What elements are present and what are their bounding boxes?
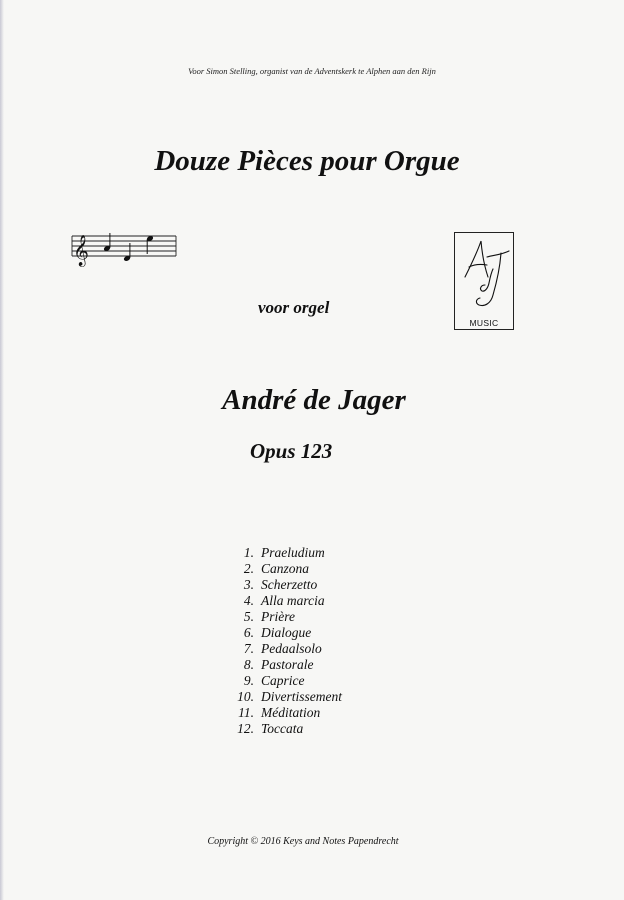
piece-number: 12. xyxy=(237,721,254,736)
treble-clef-icon: 𝄞 xyxy=(73,235,89,266)
list-item xyxy=(228,625,342,641)
composer-name: André de Jager xyxy=(222,384,406,416)
list-item xyxy=(228,641,342,657)
piece-number: 2. xyxy=(243,561,254,576)
piece-number: 7. xyxy=(243,641,254,656)
list-item xyxy=(228,561,342,577)
piece-title: Pedaalsolo xyxy=(261,641,322,656)
piece-number: 3. xyxy=(243,577,254,592)
piece-number: 5. xyxy=(243,609,254,624)
opus-number: Opus 123 xyxy=(250,439,333,463)
copyright-notice: Copyright © 2016 Keys and Notes Papendrecht xyxy=(207,836,399,847)
list-item xyxy=(228,609,342,625)
music-staff-motif xyxy=(68,222,180,272)
piece-number: 4. xyxy=(243,593,254,608)
piece-number: 10. xyxy=(237,689,254,704)
piece-title: Praeludium xyxy=(261,545,325,560)
instrument-subtitle: voor orgel xyxy=(258,298,330,317)
list-item xyxy=(228,673,342,689)
piece-title: Divertissement xyxy=(261,689,342,704)
piece-title: Canzona xyxy=(261,561,310,576)
score-title: Douze Pièces pour Orgue xyxy=(154,145,460,177)
piece-title: Scherzetto xyxy=(261,577,318,592)
logo-music-label: MUSIC xyxy=(469,318,499,328)
logo-monogram xyxy=(455,233,515,317)
list-item xyxy=(228,545,342,561)
list-item xyxy=(228,705,342,721)
list-item xyxy=(228,689,342,705)
piece-title: Toccata xyxy=(261,721,304,736)
list-item xyxy=(228,721,342,737)
piece-number: 9. xyxy=(243,673,254,688)
list-item xyxy=(228,577,342,593)
piece-title: Caprice xyxy=(261,673,305,688)
publisher-logo xyxy=(454,232,514,330)
piece-title: Pastorale xyxy=(261,657,314,672)
list-item xyxy=(228,657,342,673)
page-edge xyxy=(0,0,4,900)
piece-number: 1. xyxy=(243,545,254,560)
piece-number: 8. xyxy=(243,657,254,672)
list-item xyxy=(228,593,342,609)
piece-number: 11. xyxy=(238,705,254,720)
piece-title: Dialogue xyxy=(261,625,312,640)
piece-title: Prière xyxy=(261,609,295,624)
piece-title: Méditation xyxy=(261,705,321,720)
pieces-list xyxy=(228,545,342,737)
piece-number: 6. xyxy=(243,625,254,640)
piece-title: Alla marcia xyxy=(261,593,325,608)
dedication-text: Voor Simon Stelling, organist van de Adventskerk te Alphen aan den Rijn xyxy=(188,66,436,76)
